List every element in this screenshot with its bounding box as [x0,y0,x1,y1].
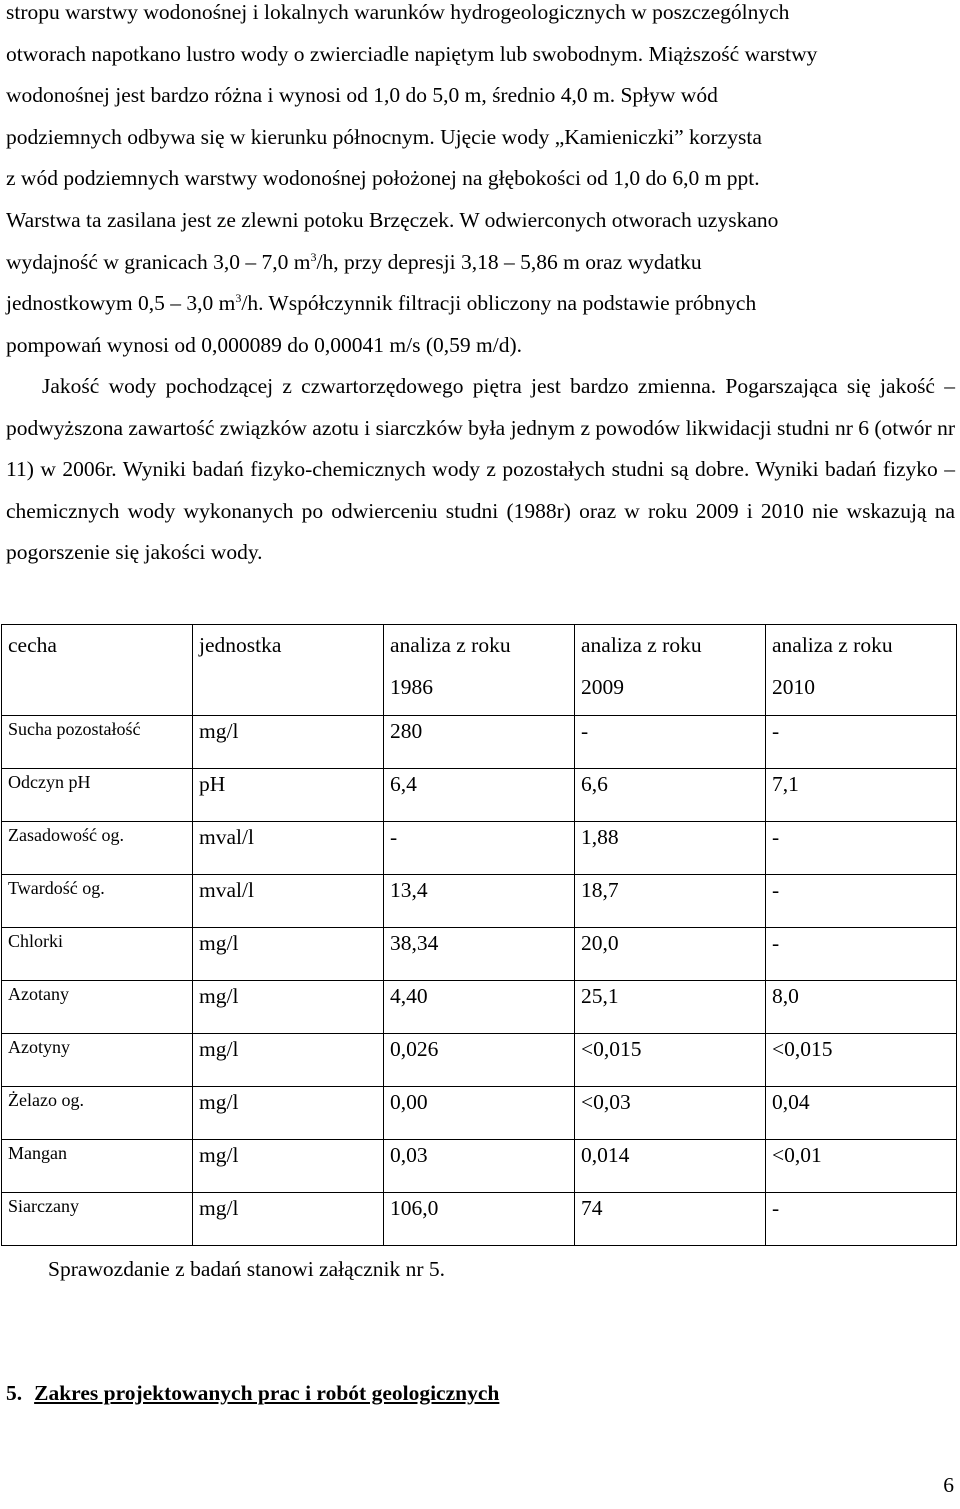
cell-2009: 0,014 [575,1140,766,1193]
header-year: 2009 [581,674,624,699]
cell-feature: Twardość og. [2,875,193,928]
header-year: 1986 [390,674,433,699]
paragraph-line: odwierceniu studni (1988r) oraz w roku 2009 i 2010 nie wskazują na pogorszenie się jakości [6,498,956,565]
cell-unit: pH [193,769,384,822]
cell-2010: <0,01 [766,1140,957,1193]
table-row [2,1034,957,1087]
table-row [2,981,957,1034]
cell-unit: mg/l [193,981,384,1034]
table-row [2,769,957,822]
cell-2010: - [766,875,957,928]
paragraph-line: wodonośnej jest bardzo różna i wynosi od 1,0 do 5,0 m, średnio 4,0 m. Spływ wód [6,83,718,108]
header-text: analiza z roku [772,633,893,657]
paragraph-hydrogeology [6,0,955,366]
paragraph-line: podziemnych odbywa się w kierunku północnym. Ujęcie wody „Kamieniczki” korzysta [6,124,762,149]
paragraph-line: stropu warstwy wodonośnej i lokalnych warunków hydrogeologicznych w poszczególnych [6,0,790,24]
report-note: Sprawozdanie z badań stanowi załącznik nr 5. [48,1257,445,1281]
cell-1986: 4,40 [384,981,575,1034]
header-text: analiza z roku [581,633,702,657]
paragraph-line [6,283,955,325]
table-row [2,1087,957,1140]
cell-1986: 0,03 [384,1140,575,1193]
cell-unit: mg/l [193,1087,384,1140]
header-year: 2010 [772,674,815,699]
section-heading [6,1378,499,1408]
cell-2010: 0,04 [766,1087,957,1140]
cell-unit: mg/l [193,928,384,981]
cell-1986: 280 [384,716,575,769]
paragraph-line: Jakość wody pochodzącej z czwartorzędowego piętra jest bardzo zmienna. Pogarszająca [42,374,838,398]
paragraph-line: Warstwa ta zasilana jest ze zlewni potoku Brzęczek. W odwierconych otworach uzyskano [6,207,779,232]
table-row [2,928,957,981]
cell-1986: 6,4 [384,769,575,822]
cell-feature: Mangan [2,1140,193,1193]
table-row [2,1140,957,1193]
header-1986 [384,625,575,716]
paragraph-line: z wód podziemnych warstwy wodonośnej położonej na głębokości od 1,0 do 6,0 m ppt. [6,166,760,191]
line-text: jednostkowym 0,5 – 3,0 m [6,291,236,316]
cell-1986: 0,00 [384,1087,575,1140]
paragraph-line: pompowań wynosi od 0,000089 do 0,00041 m/s (0,59 m/d). [6,332,522,357]
cell-1986: 38,34 [384,928,575,981]
table-row [2,1193,957,1246]
paragraph-line: wody. [210,540,263,565]
cell-2010: - [766,822,957,875]
cell-unit: mg/l [193,1193,384,1246]
cell-2009: <0,03 [575,1087,766,1140]
cell-2010: 7,1 [766,769,957,822]
cell-2009: <0,015 [575,1034,766,1087]
cell-unit: mval/l [193,822,384,875]
superscript: 3 [235,291,242,305]
cell-feature: Żelazo og. [2,1087,193,1140]
cell-2009: 20,0 [575,928,766,981]
table-row [2,875,957,928]
cell-2010: 8,0 [766,981,957,1034]
cell-2010: - [766,1193,957,1246]
paragraph-line [6,242,955,284]
paragraph-line: likwidacji studni nr 6 (otwór nr 11) w 2006r. Wyniki badań fizyko-chemicznych wody [6,415,956,482]
table-row [2,822,957,875]
cell-2009: 18,7 [575,875,766,928]
section-number: 5. [6,1381,23,1405]
water-analysis-table [1,624,957,1246]
cell-2009: 74 [575,1193,766,1246]
paragraph-line: z pozostałych studni są dobre. Wyniki badań fizyko – chemicznych wody wykonanych po [6,457,956,523]
superscript: 3 [310,249,317,264]
header-feature: cecha [2,625,193,716]
cell-2009: 1,88 [575,822,766,875]
header-2009 [575,625,766,716]
line-text: /h, przy depresji 3,18 – 5,86 m oraz wydatku [316,249,702,274]
cell-feature: Odczyn pH [2,769,193,822]
paragraph-water-quality [6,366,955,574]
cell-feature: Siarczany [2,1193,193,1246]
paragraph-line: otworach napotkano lustro wody o zwierciadle napiętym lub swobodnym. Miąższość warstwy [6,41,818,66]
cell-unit: mg/l [193,716,384,769]
line-text: /h. Współczynnik filtracji obliczony na podstawie próbnych [241,291,757,316]
cell-2010: <0,015 [766,1034,957,1087]
header-text: analiza z roku [390,633,511,657]
cell-feature: Azotany [2,981,193,1034]
page-number: 6 [943,1473,954,1497]
cell-unit: mval/l [193,875,384,928]
cell-1986: 106,0 [384,1193,575,1246]
cell-2010: - [766,716,957,769]
section-title: Zakres projektowanych prac i robót geologicznych [34,1381,500,1405]
cell-1986: 0,026 [384,1034,575,1087]
cell-2009: 25,1 [575,981,766,1034]
cell-2009: 6,6 [575,769,766,822]
paragraph-line: się jakość – podwyższona zawartość związków azotu i siarczków była jednym z powodów [6,374,955,440]
table-header-row [2,625,957,716]
cell-2009: - [575,716,766,769]
header-2010 [766,625,957,716]
cell-feature: Chlorki [2,928,193,981]
cell-unit: mg/l [193,1140,384,1193]
line-text: wydajność w granicach 3,0 – 7,0 m [6,249,311,274]
cell-1986: 13,4 [384,875,575,928]
cell-1986: - [384,822,575,875]
cell-feature: Zasadowość og. [2,822,193,875]
cell-feature: Sucha pozostałość [2,716,193,769]
table-row [2,716,957,769]
cell-feature: Azotyny [2,1034,193,1087]
header-unit: jednostka [193,625,384,716]
cell-2010: - [766,928,957,981]
cell-unit: mg/l [193,1034,384,1087]
